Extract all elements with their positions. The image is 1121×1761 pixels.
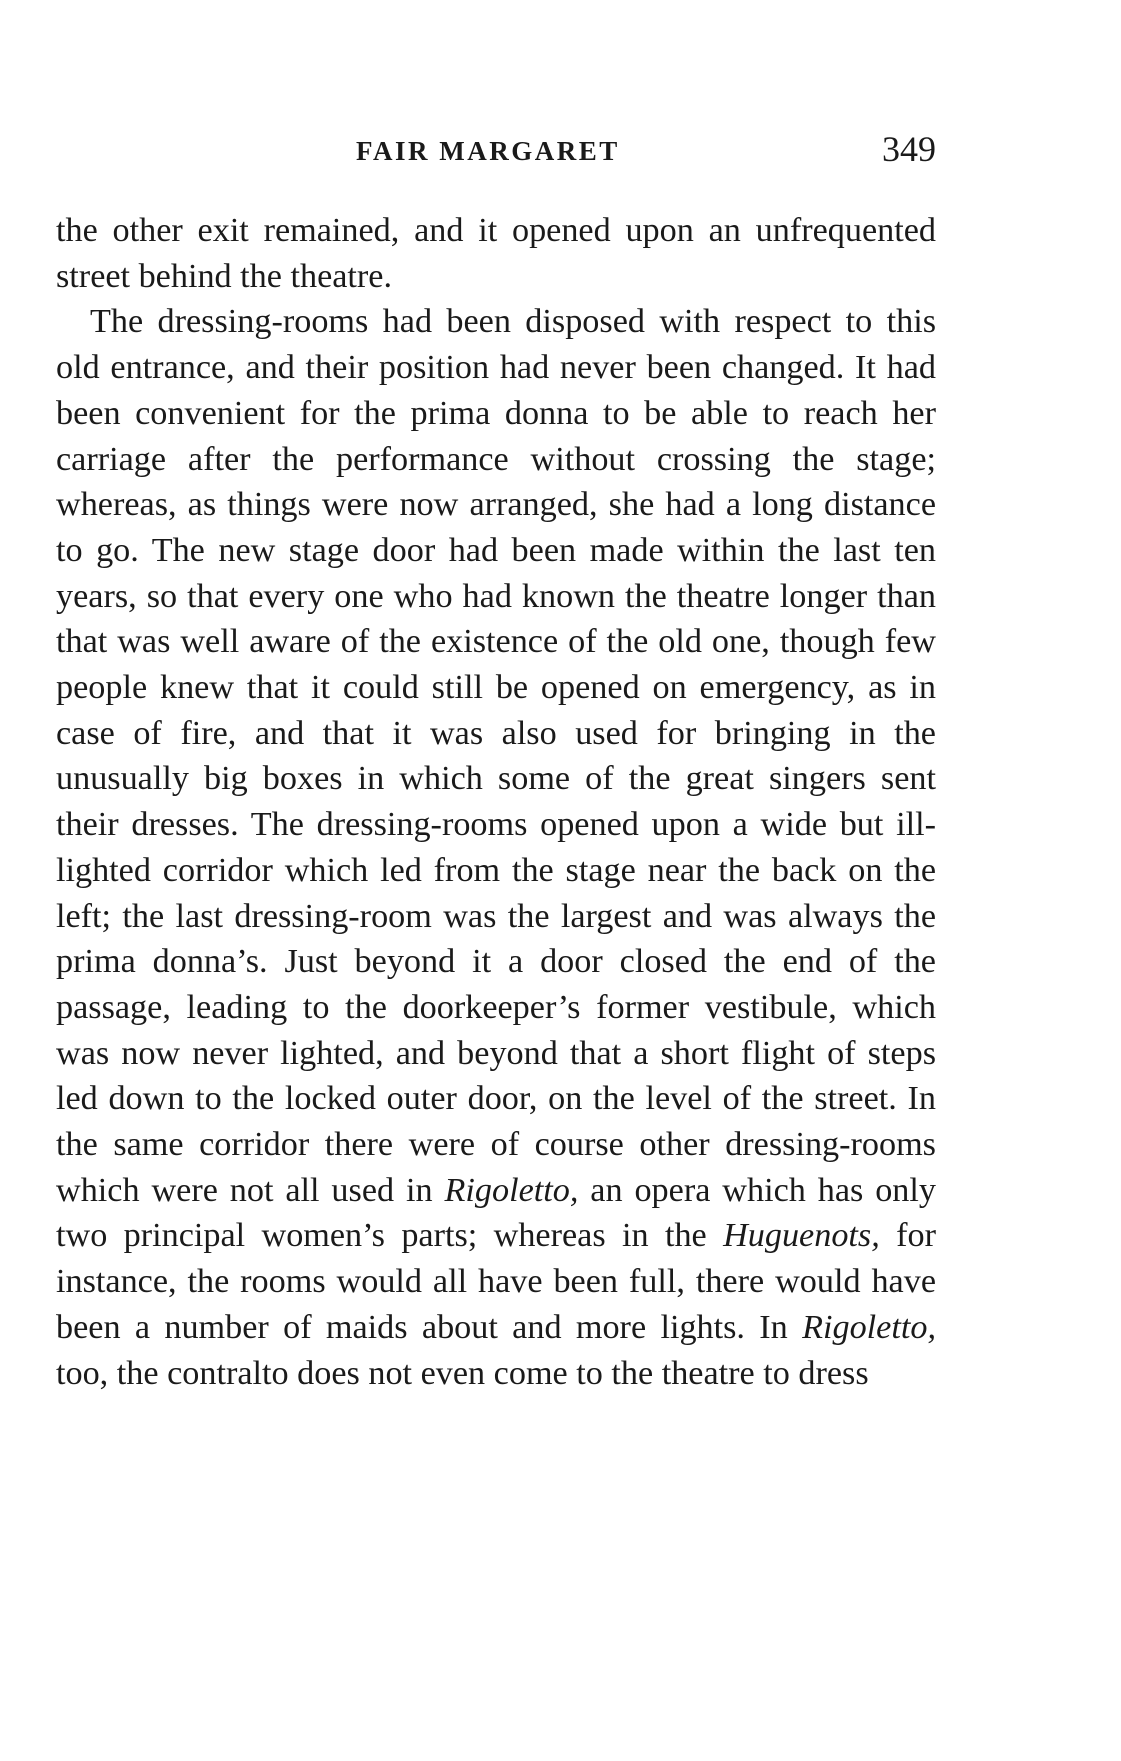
body-text: [56, 208, 936, 1396]
text-run: The dressing-rooms had been disposed with respect to this old entrance, and their position had never been changed. It had been convenient for the prima donna to be able to reach her carriage after the performance without crossing the stage; whereas, as things were now arranged, she had a long distance to go. The new stage door had been made within the last ten years, so that every one who had known the theatre longer than that was well aware of the existence of the old one, though few people knew that it could still be opened on emergency, as in case of fire, and that it was also used for bringing in the unusually big boxes in which some of the great singers sent their dresses. The dressing-rooms opened upon a wide but ill-lighted corridor which led from the stage near the back on the left; the last dressing-room was the largest and was always the prima donna’s. Just beyond it a door closed the end of the passage, leading to the doorkeeper’s former vestibule, which was now never lighted, and beyond that a short flight of steps led down to the locked outer door, on the level of the street. In the same corridor there were of course other dressing-rooms which were not all used in: [56, 303, 936, 1209]
running-head: FAIR MARGARET: [356, 136, 620, 166]
page-number: 349: [882, 129, 936, 169]
italic-title-rigoletto: Rigoletto,: [802, 1308, 936, 1346]
paragraph-continuation: the other exit remained, and it opened upon an unfrequented street behind the theatre.: [56, 212, 936, 295]
text-run: for instance, the rooms would all have been full, there would have been a number of maids about and more lights. In: [56, 1217, 936, 1346]
italic-title-huguenots: Huguenots,: [723, 1217, 880, 1255]
italic-title-rigoletto: Rigoletto,: [444, 1171, 579, 1209]
paragraph: [56, 299, 936, 1396]
text-run: an opera which has only two principal women’s parts; whereas in the: [56, 1171, 936, 1255]
text-run: too, the contralto does not even come to the theatre to dress: [56, 1354, 869, 1392]
page-header: [56, 128, 936, 178]
